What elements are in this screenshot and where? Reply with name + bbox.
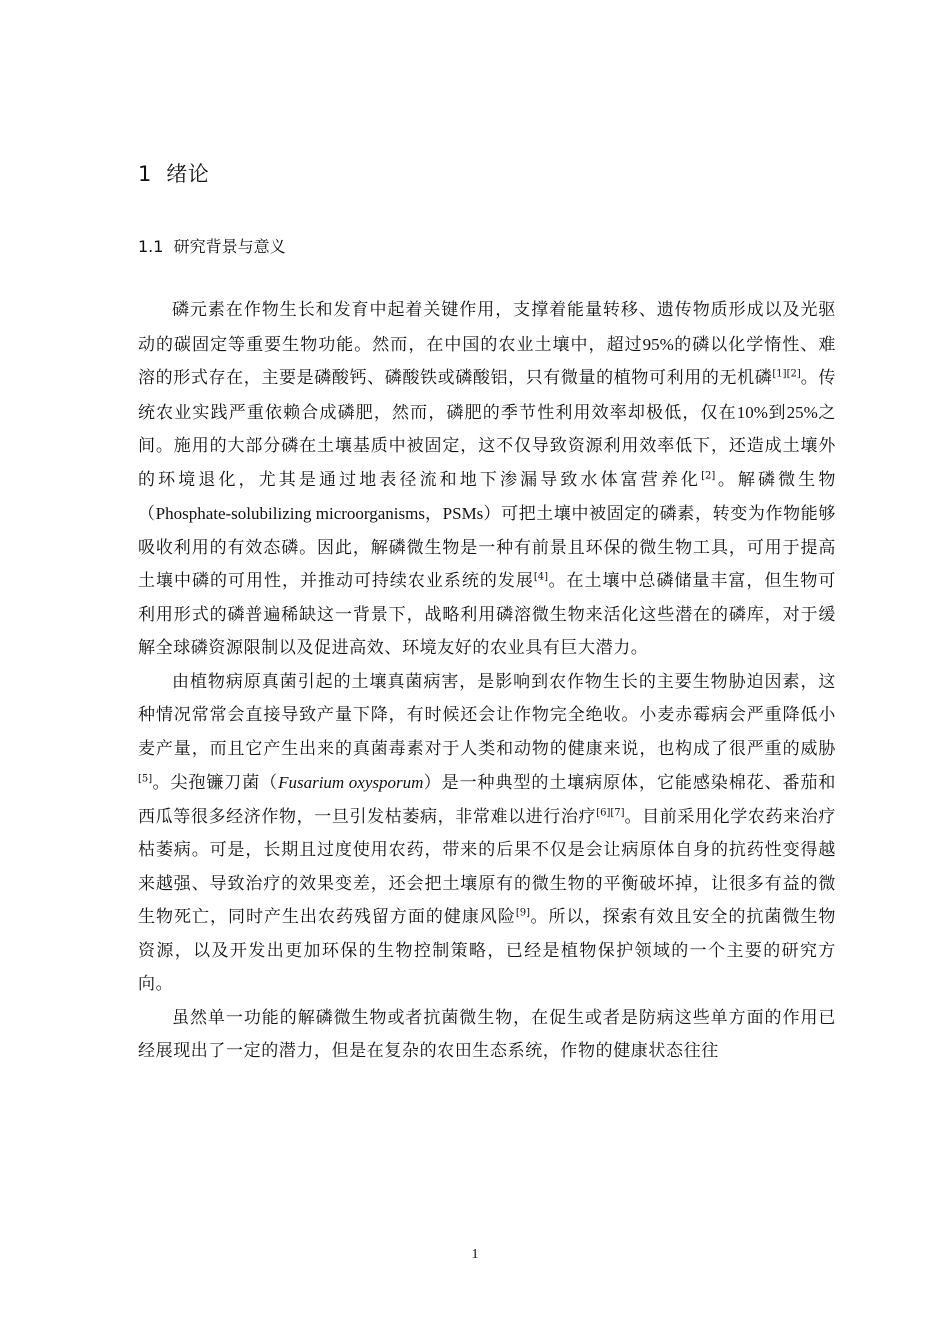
citation-ref[interactable]: [5] xyxy=(138,773,153,785)
inline-number: 95% xyxy=(642,334,674,354)
citation-ref[interactable]: [9] xyxy=(515,907,531,919)
text-segment: 之间。施用的大部分磷在土壤基质中被固定，这不仅导致资源利用效率低下，还造成土壤外的环境退化，尤其是通过地表径流和地下渗漏导致水体富营养化 xyxy=(138,402,836,490)
text-segment: 磷元素在作物生长和发育中起着关键作用，支撑着能量转移、遗传物质形成以及光驱动的碳固定等重要生物功能。然而，在中国的农业土壤中，超过 xyxy=(138,300,836,355)
text-segment: 。传统农业实践严重依赖合成磷肥，然而，磷肥的季节性利用效率却极低，仅在 xyxy=(138,368,836,423)
citation-ref[interactable]: [4] xyxy=(533,571,549,583)
chapter-number: 1 xyxy=(138,162,152,186)
citation-ref[interactable]: [6][7] xyxy=(596,806,625,818)
abbreviation: PSMs xyxy=(442,504,484,523)
body-text xyxy=(138,294,836,1069)
text-segment: ）是一种典型的土壤病原体，它能感染棉花、番茄和西瓜等很多经济作物，一旦引发枯萎病，非常难以进行治疗 xyxy=(138,773,836,827)
inline-number: 10% xyxy=(736,402,768,422)
paragraph-fungal-disease xyxy=(138,666,836,1002)
text-segment: 。解磷微生物（ xyxy=(138,469,836,524)
text-segment: 到 xyxy=(767,402,787,423)
section-number: 1.1 xyxy=(138,237,164,256)
section-heading xyxy=(138,234,286,257)
paragraph-phosphorus xyxy=(138,294,836,666)
text-segment: ， xyxy=(424,504,443,524)
inline-number: 25% xyxy=(786,402,818,422)
chapter-heading xyxy=(138,158,209,188)
text-segment: ）可把土壤中被固定的磷素，转变为作物能够吸收利用的有效态磷。因此，解磷微生物是一种有前景且环保的微生物工具，可用于提高土壤中磷的可用性，并推动可持续农业系统的发展 xyxy=(138,504,836,591)
section-title-text: 研究背景与意义 xyxy=(173,237,286,256)
citation-ref[interactable]: [2] xyxy=(701,469,716,481)
text-segment: 。在土壤中总磷储量丰富，但生物可利用形式的磷普遍稀缺这一背景下，战略利用磷溶微生物来活化这些潜在的磷库，对于缓解全球磷资源限制以及促进高效、环境友好的农业具有巨大潜力。 xyxy=(138,571,836,658)
text-segment: 。尖孢镰刀菌（ xyxy=(152,773,279,793)
english-term: Phosphate-solubilizing microorganisms xyxy=(155,504,425,523)
page-number: 1 xyxy=(471,1247,479,1262)
text-segment: 虽然单一功能的解磷微生物或者抗菌微生物，在促生或者是防病这些单方面的作用已经展现出了一定的潜力，但是在复杂的农田生态系统，作物的健康状态往往 xyxy=(138,1007,836,1061)
chapter-title-text: 绪论 xyxy=(166,162,210,186)
text-segment: 。所以，探索有效且安全的抗菌微生物资源，以及开发出更加环保的生物控制策略，已经是植物保护领域的一个主要的研究方向。 xyxy=(138,907,836,994)
text-segment: 由植物病原真菌引起的土壤真菌病害，是影响到农作物生长的主要生物胁迫因素，这种情况常常会直接导致产量下降，有时候还会让作物完全绝收。小麦赤霉病会严重降低小麦产量，而且它产生出来的真菌毒素对于人类和动物的健康来说，也构成了很严重的威胁 xyxy=(138,671,836,759)
text-segment: 。目前采用化学农药来治疗枯萎病。可是，长期且过度使用农药，带来的后果不仅是会让病原体自身的抗药性变得越来越强、导致治疗的效果变差，还会把土壤原有的微生物的平衡破坏掉，让很多有益的微生物死亡，同时产生出农药残留方面的健康风险 xyxy=(138,806,836,927)
citation-ref[interactable]: [1][2] xyxy=(772,368,801,380)
text-segment: 的磷以化学惰性、难溶的形式存在，主要是磷酸钙、磷酸铁或磷酸铝，只有微量的植物可利用的无机磷 xyxy=(138,334,836,388)
scientific-name: Fusarium oxysporum xyxy=(278,773,424,792)
paragraph-single-function xyxy=(138,1002,836,1069)
